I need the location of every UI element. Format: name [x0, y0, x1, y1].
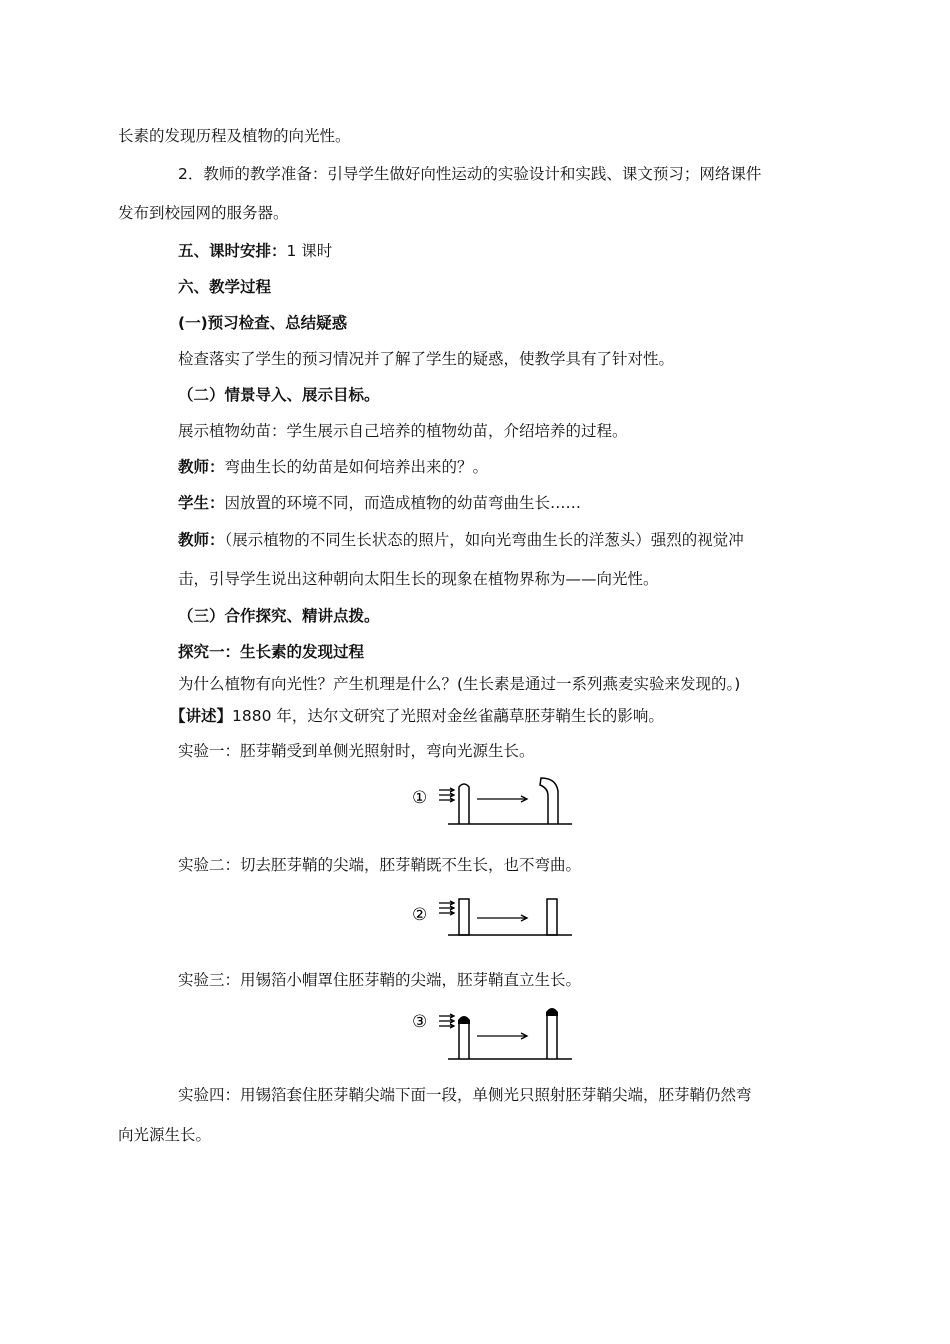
- dialogue-teacher-1: [178, 457, 488, 477]
- speaker-label: 教师：: [178, 458, 225, 476]
- section-schedule-label: 五、课时安排：: [178, 242, 287, 260]
- experiment-two-diagram: [410, 887, 580, 937]
- dialogue-text: 因放置的环境不同，而造成植物的幼苗弯曲生长……: [224, 494, 582, 512]
- foil-cap-icon: [458, 1016, 470, 1024]
- figure-number-label: ①: [412, 788, 428, 808]
- paragraph-preview-check: 检查落实了学生的预习情况并了解了学生的疑惑，使教学具有了针对性。: [178, 350, 675, 368]
- experiment-three-text: 实验三：用锡箔小帽罩住胚芽鞘的尖端，胚芽鞘直立生长。: [178, 971, 582, 989]
- experiment-two-text: 实验二：切去胚芽鞘的尖端，胚芽鞘既不生长，也不弯曲。: [178, 856, 582, 874]
- section-heading-teaching-process: 六、教学过程: [178, 278, 272, 296]
- dialogue-teacher-2: [178, 530, 744, 550]
- figure-number-label: ②: [412, 905, 428, 925]
- coleoptile-after-icon: [547, 1015, 557, 1059]
- heading-inquiry-one: 探究一：生长素的发现过程: [178, 643, 365, 661]
- speaker-label: 学生：: [178, 494, 225, 512]
- light-arrows-icon: [439, 1014, 454, 1028]
- paragraph-intro-continued: 长素的发现历程及植物的向光性。: [118, 127, 351, 145]
- subheading-preview-check: (一)预习检查、总结疑惑: [178, 314, 348, 332]
- paragraph-lecture-darwin: [170, 706, 664, 726]
- section-schedule: [178, 241, 332, 261]
- experiment-four-text-continued: 向光源生长。: [118, 1126, 212, 1144]
- dialogue-teacher-2-continued: 击，引导学生说出这种朝向太阳生长的现象在植物界称为——向光性。: [178, 570, 659, 588]
- dialogue-student-1: [178, 493, 581, 513]
- experiment-one-diagram: [410, 773, 580, 823]
- experiment-three-diagram: [410, 1003, 580, 1063]
- subheading-scene-intro: （二）情景导入、展示目标。: [178, 386, 380, 404]
- dialogue-text: （展示植物的不同生长状态的照片，如向光弯曲生长的洋葱头）强烈的视觉冲: [224, 531, 744, 549]
- process-arrow-icon: [477, 796, 527, 802]
- experiment-four-text: 实验四：用锡箔套住胚芽鞘尖端下面一段，单侧光只照射胚芽鞘尖端，胚芽鞘仍然弯: [178, 1086, 752, 1104]
- coleoptile-before-icon: [459, 1023, 469, 1059]
- dialogue-text: 弯曲生长的幼苗是如何培养出来的？。: [224, 458, 489, 476]
- subheading-cooperative-inquiry: （三）合作探究、精讲点拨。: [178, 607, 380, 625]
- paragraph-show-seedlings: 展示植物幼苗：学生展示自己培养的植物幼苗，介绍培养的过程。: [178, 422, 628, 440]
- lecture-label: 【讲述】: [170, 707, 233, 725]
- coleoptile-cut-after-icon: [547, 899, 557, 935]
- lecture-text: 1880 年，达尔文研究了光照对金丝雀虉草胚芽鞘生长的影响。: [232, 707, 664, 725]
- experiment-one-text: 实验一：胚芽鞘受到单侧光照射时，弯向光源生长。: [178, 742, 535, 760]
- foil-cap-icon: [546, 1008, 558, 1016]
- light-arrows-icon: [439, 901, 454, 915]
- speaker-label: 教师：: [178, 531, 225, 549]
- light-arrows-icon: [439, 788, 454, 802]
- paragraph-teacher-preparation-continued: 发布到校园网的服务器。: [118, 204, 289, 222]
- process-arrow-icon: [477, 1033, 527, 1039]
- figure-number-label: ③: [412, 1012, 428, 1032]
- coleoptile-cut-before-icon: [459, 899, 469, 935]
- coleoptile-before-icon: [459, 784, 469, 824]
- coleoptile-bent-icon: [540, 778, 558, 824]
- paragraph-teacher-preparation: 2．教师的教学准备：引导学生做好向性运动的实验设计和实践、课文预习；网络课件: [178, 165, 762, 183]
- process-arrow-icon: [477, 915, 527, 921]
- paragraph-why-phototropism: 为什么植物有向光性？产生机理是什么？(生长素是通过一系列燕麦实验来发现的。): [178, 675, 741, 693]
- section-schedule-value: 1 课时: [286, 242, 333, 260]
